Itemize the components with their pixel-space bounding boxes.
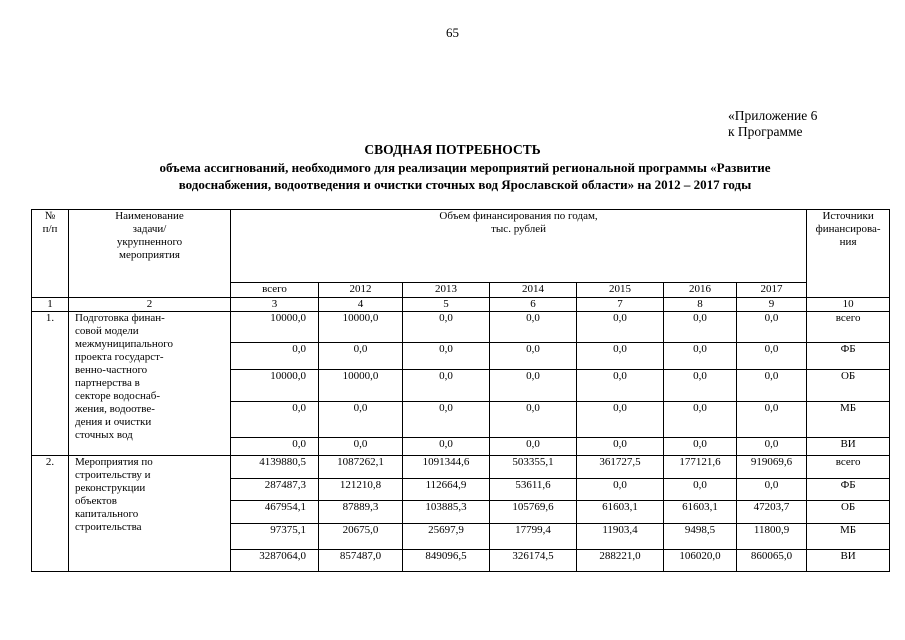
page-number: 65 [446, 25, 459, 40]
funding-source: МБ [807, 402, 890, 438]
header-name: Наименование задачи/ укрупненного мероприятия [69, 210, 231, 298]
value-total: 0,0 [231, 402, 319, 438]
row-number: 1. [32, 312, 69, 456]
value-year: 47203,7 [737, 501, 807, 524]
value-year: 0,0 [403, 343, 490, 370]
annex-line-1: «Приложение 6 [728, 108, 818, 123]
value-year: 11800,9 [737, 524, 807, 550]
value-year: 112664,9 [403, 479, 490, 501]
value-year: 0,0 [490, 312, 577, 343]
value-year: 53611,6 [490, 479, 577, 501]
value-year: 326174,5 [490, 550, 577, 572]
value-year: 0,0 [403, 438, 490, 456]
header-year: 2016 [664, 283, 737, 298]
value-total: 0,0 [231, 343, 319, 370]
value-year: 361727,5 [577, 456, 664, 479]
header-total: всего [231, 283, 319, 298]
value-year: 288221,0 [577, 550, 664, 572]
funding-source: ФБ [807, 343, 890, 370]
value-year: 0,0 [577, 402, 664, 438]
value-year: 0,0 [664, 343, 737, 370]
funding-source: всего [807, 456, 890, 479]
subtitle-line-1: объема ассигнований, необходимого для реализации мероприятий региональной программы «Развитие [159, 160, 771, 175]
task-name: Подготовка финан- совой модели межмуниципального проекта государст- венно-частного партнерства в секторе водоснаб- жения, водоотве- дения и очистки сточных вод [69, 312, 231, 456]
value-year: 0,0 [319, 343, 403, 370]
value-year: 0,0 [490, 402, 577, 438]
value-total: 10000,0 [231, 370, 319, 402]
column-number: 3 [231, 298, 319, 312]
funding-source: ОБ [807, 370, 890, 402]
value-year: 857487,0 [319, 550, 403, 572]
column-number: 8 [664, 298, 737, 312]
funding-source: ОБ [807, 501, 890, 524]
value-year: 0,0 [490, 438, 577, 456]
value-year: 1091344,6 [403, 456, 490, 479]
document-subtitle [30, 159, 900, 193]
value-year: 9498,5 [664, 524, 737, 550]
funding-table [31, 209, 890, 572]
funding-source: всего [807, 312, 890, 343]
value-year: 0,0 [737, 312, 807, 343]
value-total: 3287064,0 [231, 550, 319, 572]
value-year: 87889,3 [319, 501, 403, 524]
header-year: 2017 [737, 283, 807, 298]
value-year: 849096,5 [403, 550, 490, 572]
value-year: 121210,8 [319, 479, 403, 501]
value-year: 0,0 [319, 402, 403, 438]
value-year: 503355,1 [490, 456, 577, 479]
funding-source: МБ [807, 524, 890, 550]
funding-source: ВИ [807, 438, 890, 456]
subtitle-line-2: водоснабжения, водоотведения и очистки сточных вод Ярославской области» на 2012 – 2017 годы [178, 177, 752, 192]
annex-note [728, 108, 817, 140]
header-sources: Источники финансирова- ния [807, 210, 890, 298]
value-year: 0,0 [664, 438, 737, 456]
column-number: 10 [807, 298, 890, 312]
value-year: 0,0 [403, 312, 490, 343]
funding-source: ВИ [807, 550, 890, 572]
header-year: 2015 [577, 283, 664, 298]
value-year: 0,0 [664, 402, 737, 438]
value-year: 0,0 [737, 479, 807, 501]
value-year: 103885,3 [403, 501, 490, 524]
header-volume: Объем финансирования по годам, тыс. рублей [231, 210, 807, 283]
value-year: 0,0 [403, 402, 490, 438]
value-year: 1087262,1 [319, 456, 403, 479]
value-year: 25697,9 [403, 524, 490, 550]
value-year: 0,0 [577, 370, 664, 402]
header-year: 2014 [490, 283, 577, 298]
funding-source: ФБ [807, 479, 890, 501]
value-year: 0,0 [737, 343, 807, 370]
value-year: 61603,1 [577, 501, 664, 524]
value-year: 0,0 [737, 402, 807, 438]
value-year: 0,0 [403, 370, 490, 402]
table-row [32, 312, 890, 343]
value-year: 105769,6 [490, 501, 577, 524]
value-year: 10000,0 [319, 312, 403, 343]
value-year: 0,0 [577, 312, 664, 343]
value-year: 0,0 [737, 370, 807, 402]
column-number: 2 [69, 298, 231, 312]
value-year: 919069,6 [737, 456, 807, 479]
value-year: 0,0 [490, 370, 577, 402]
column-number: 7 [577, 298, 664, 312]
row-number: 2. [32, 456, 69, 572]
column-number: 1 [32, 298, 69, 312]
value-year: 0,0 [664, 479, 737, 501]
value-total: 4139880,5 [231, 456, 319, 479]
column-number: 9 [737, 298, 807, 312]
value-year: 0,0 [319, 438, 403, 456]
header-num: № п/п [32, 210, 69, 298]
value-year: 17799,4 [490, 524, 577, 550]
value-total: 287487,3 [231, 479, 319, 501]
value-year: 106020,0 [664, 550, 737, 572]
value-year: 0,0 [577, 438, 664, 456]
value-year: 0,0 [664, 312, 737, 343]
header-year: 2012 [319, 283, 403, 298]
document-title: СВОДНАЯ ПОТРЕБНОСТЬ [364, 142, 541, 157]
value-year: 61603,1 [664, 501, 737, 524]
value-year: 0,0 [577, 479, 664, 501]
column-number: 5 [403, 298, 490, 312]
column-number: 4 [319, 298, 403, 312]
value-year: 0,0 [737, 438, 807, 456]
column-number: 6 [490, 298, 577, 312]
value-year: 860065,0 [737, 550, 807, 572]
annex-line-2: к Программе [728, 124, 803, 139]
value-year: 10000,0 [319, 370, 403, 402]
value-year: 0,0 [490, 343, 577, 370]
value-total: 10000,0 [231, 312, 319, 343]
header-year: 2013 [403, 283, 490, 298]
value-total: 0,0 [231, 438, 319, 456]
value-total: 97375,1 [231, 524, 319, 550]
table-row [32, 456, 890, 479]
value-year: 0,0 [577, 343, 664, 370]
value-year: 0,0 [664, 370, 737, 402]
task-name: Мероприятия по строительству и реконструкции объектов капитального строительства [69, 456, 231, 572]
value-year: 177121,6 [664, 456, 737, 479]
value-total: 467954,1 [231, 501, 319, 524]
value-year: 11903,4 [577, 524, 664, 550]
value-year: 20675,0 [319, 524, 403, 550]
